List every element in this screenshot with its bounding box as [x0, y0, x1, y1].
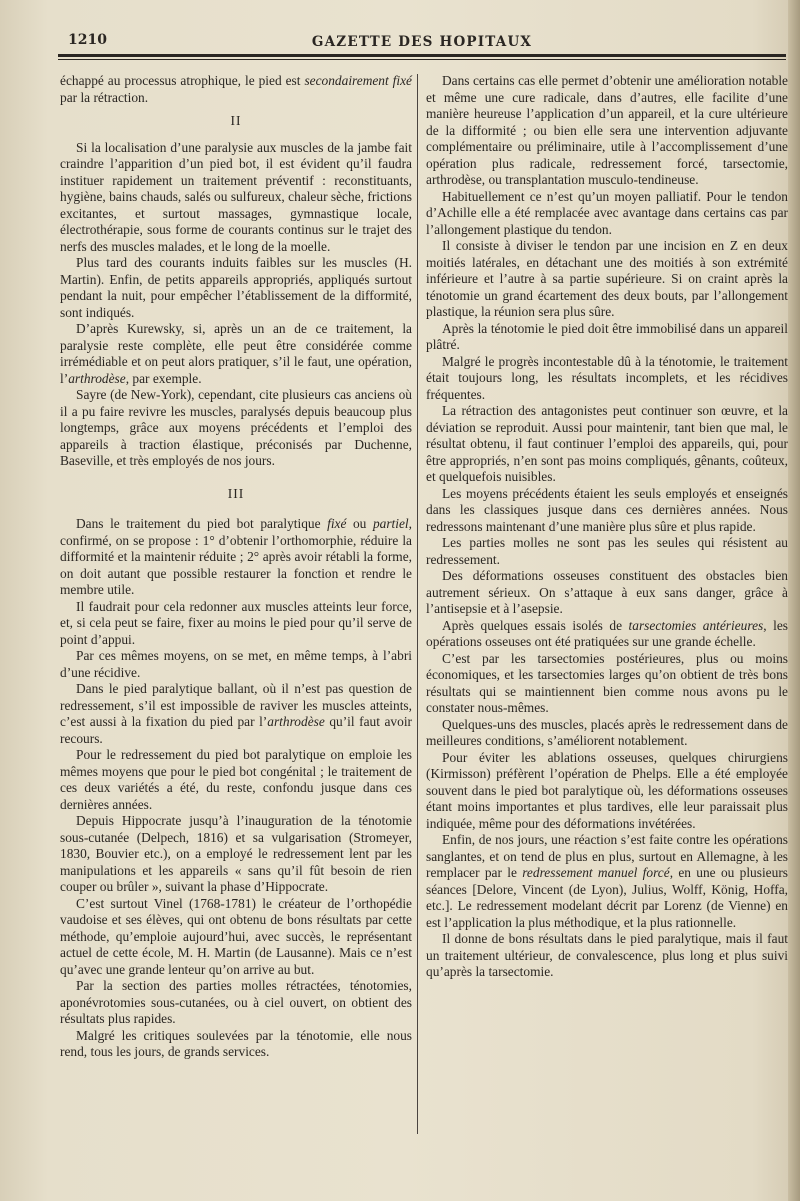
page-binding-edge [788, 0, 800, 1201]
left-column [60, 73, 412, 1061]
paragraph: Enfin, de nos jours, une réaction s’est faite contre les opérations sanglantes, et on tend de plus en plus, surtout en Allemagne, à les remplacer par le redressement manuel forcé, en une ou plusieurs séances [Delore, Vincent (de Lyon), Julius, Wolff, König, Hoffa, etc.]. Le redressement modelant décrit par Lorenz (de Vienne) en est l’application la plus méthodique, et la plus rationnelle. [426, 832, 788, 930]
right-column [426, 73, 788, 981]
paragraph: Les moyens précédents étaient les seuls employés et enseignés dans les classiques jusque dans ces dernières années. Nous redressons maintenant d’une manière plus sûre et plus rapide. [426, 485, 788, 534]
paragraph: Il faudrait pour cela redonner aux muscles atteints leur force, et, si cela peut se faire, fixer au moins le pied pour qu’il serve de point d’appui. [60, 598, 412, 647]
journal-title: GAZETTE DES HOPITAUX [311, 34, 533, 50]
paragraph: Pour éviter les ablations osseuses, quelques chirurgiens (Kirmisson) préfèrent l’opération de Phelps. Elle a été employée souvent dans le pied bot paralytique où, les déformations osseuses étant moins importantes et plus tardives, elle leur paraissait plus indiquée, même pour des déformations invétérées. [426, 749, 788, 831]
section-heading-ii: II [230, 113, 242, 128]
header-rule-thick [58, 54, 786, 57]
paragraph: Dans le pied paralytique ballant, où il n’est pas question de redressement, s’il est impossible de raviver les muscles atteints, c’est aussi à la fixation du pied par l’arthrodèse qu’il faut avoir recours. [60, 681, 412, 746]
header-rule-thin [58, 59, 786, 60]
paragraph: Les parties molles ne sont pas les seules qui résistent au redressement. [426, 535, 788, 567]
paragraph: Des déformations osseuses constituent des obstacles bien autrement sérieux. On s’attaque à eux sans danger, grâce à l’antisepsie et à l’asepsie. [426, 568, 788, 616]
paragraph: Plus tard des courants induits faibles sur les muscles (H. Martin). Enfin, de petits appareils appropriés, appliqués surtout pendant la nuit, pour empêcher l’établissement de la difformité, sont indiqués. [60, 255, 412, 320]
paragraph: Par ces mêmes moyens, on se met, en même temps, à l’abri d’une récidive. [60, 648, 412, 680]
paragraph: La rétraction des antagonistes peut continuer son œuvre, et la déviation se reproduit. Aussi pour maintenir, tant bien que mal, le résultat obtenu, il faut continuer l’emploi des appareils, qui, pour être appropriés, n’en sont pas moins compliqués, gênants, coûteux, et quelquefois nuisibles. [426, 403, 788, 484]
paragraph: D’après Kurewsky, si, après un an de ce traitement, la paralysie reste complète, elle peut être considérée comme irrémédiable et on peut alors pratiquer, s’il le faut, une opération, l’arthrodèse, par exemple. [60, 321, 412, 386]
paragraph: Il donne de bons résultats dans le pied paralytique, mais il faut un traitement ultérieur, de convalescence, plus long et plus suivi qu’après la tarsectomie. [426, 931, 788, 979]
paragraph: Sayre (de New-York), cependant, cite plusieurs cas anciens où il a pu faire revivre les muscles, paralysés depuis beaucoup plus longtemps, grâce aux moyens précédents et l’emploi des appareils à traction élastique, préconisés par Duchenne, Baseville, et très employés de nos jours. [60, 387, 412, 468]
paragraph: Pour le redressement du pied bot paralytique on emploie les mêmes moyens que pour le pied bot congénital ; le traitement de ces deux variétés a été, du reste, confondu jusque dans ces dernières années. [60, 747, 412, 812]
paragraph: C’est surtout Vinel (1768-1781) le créateur de l’orthopédie vaudoise et ses élèves, qui ont obtenu de bons résultats par cette méthode, qu’emploie aujourd’hui, avec succès, le représentant actuel de cette école, M. H. Martin (de Lausanne). Mais ce n’est qu’avec une grande lenteur qu’on arrive au but. [60, 895, 412, 977]
paragraph: Malgré les critiques soulevées par la ténotomie, elle nous rend, tous les jours, de grands services. [60, 1027, 412, 1059]
paragraph: Malgré le progrès incontestable dû à la ténotomie, le traitement était toujours long, les résultats incomplets, et les récidives fréquentes. [426, 353, 788, 402]
paragraph: Après la ténotomie le pied doit être immobilisé dans un appareil plâtré. [426, 320, 788, 352]
paragraph: Par la section des parties molles rétractées, ténotomies, aponévrotomies sous-cutanées, ou à ciel ouvert, on obtient des résultats plus rapides. [60, 978, 412, 1026]
paragraph: Dans le traitement du pied bot paralytique fixé ou partiel, confirmé, on se propose : 1° d’obtenir l’orthomorphie, réduire la difformité et la maintenir réduite ; 2° après avoir rétabli la forme, on doit autant que possible restaurer la fonction et rendre le membre utile. [60, 516, 413, 597]
page-header [58, 30, 786, 64]
paragraph: Dans certains cas elle permet d’obtenir une amélioration notable et même une cure radicale, dans d’autres, elle facilite d’une manière heureuse l’application d’un appareil, et la cure ultérieure de la difformité ; ou bien elle sera une intervention adjuvante complémentaire ou préliminaire, utile à l’accomplissement d’une opération plus radicale, redressement forcé, tarsectomie, arthrodèse, ou transplantation musculo-tendineuse. [426, 73, 788, 187]
paragraph: Il consiste à diviser le tendon par une incision en Z en deux moitiés latérales, en détachant une des moitiés à son extrémité inférieure et l’autre à sa partie supérieure. Si on craint après la ténotomie un grand écartement des deux bouts, par l’allongement plastique, la réunion sera plus sûre. [426, 238, 788, 319]
paragraph: C’est par les tarsectomies postérieures, plus ou moins économiques, et les tarsectomies larges qu’on obtient de très bons résultats qui se maintiennent bien comme nous avons pu le constater nous-mêmes. [426, 650, 788, 715]
paragraph: Depuis Hippocrate jusqu’à l’inauguration de la ténotomie sous-cutanée (Delpech, 1816) et sa vulgarisation (Stromeyer, 1830, Bouvier etc.), on a employé le redressement lent par les manipulations et les appareils « sans qu’il fût besoin de rien couper ou brûler », suivant la phase d’Hippocrate. [60, 813, 412, 894]
section-heading-iii: III [227, 485, 245, 501]
paragraph: Quelques-uns des muscles, placés après le redressement dans de meilleures conditions, s’améliorent notablement. [426, 716, 788, 748]
paragraph: échappé au processus atrophique, le pied est secondairement fixé par la rétraction. [60, 73, 413, 105]
paragraph: Après quelques essais isolés de tarsectomies antérieures, les opérations osseuses ont été pratiquées sur une grande échelle. [426, 617, 788, 649]
page-number: 1210 [68, 32, 107, 48]
paragraph: Si la localisation d’une paralysie aux muscles de la jambe fait craindre l’apparition d’un pied bot, il est évident qu’il faudra instituer rapidement un traitement préventif : reconstituants, hygiène, bains chauds, salés ou sulfureux, chaleur sèche, frictions excitantes, et surtout massages, gymnastique locale, électrothérapie, sous forme de courants continus sur le trajet des nerfs des muscles malades, et le long de la moelle. [60, 139, 412, 254]
paragraph: Habituellement ce n’est qu’un moyen palliatif. Pour le tendon d’Achille elle a été remplacée avec avantage dans certains cas par l’allongement plastique du tendon. [426, 188, 788, 237]
column-divider [417, 74, 418, 1134]
